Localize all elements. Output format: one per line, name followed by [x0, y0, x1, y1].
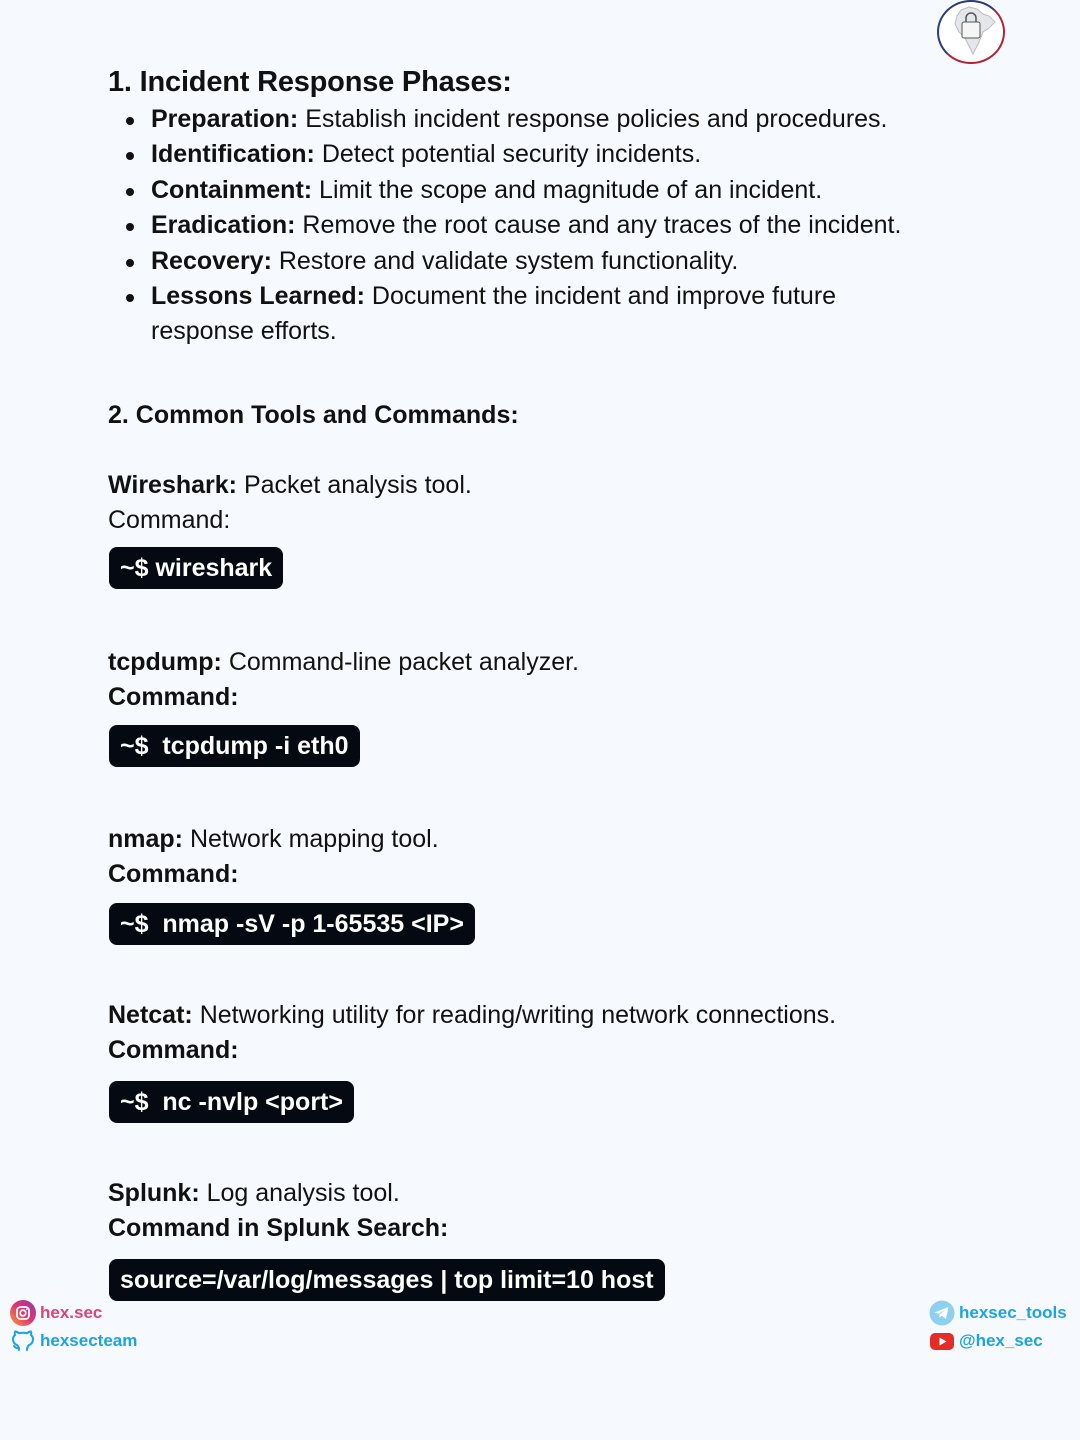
phase-term: Eradication: [151, 211, 296, 240]
tool-desc: Log analysis tool. [199, 1179, 400, 1207]
phase-term: Recovery: [151, 246, 272, 275]
social-youtube[interactable] [929, 1328, 1043, 1354]
content-area [108, 62, 1008, 350]
phase-desc: Limit the scope and magnitude of an incident. [312, 175, 823, 204]
phase-desc: Restore and validate system functionality. [271, 246, 739, 275]
phase-desc: Remove the root cause and any traces of the incident. [295, 211, 902, 240]
command-block-splunk: source=/var/log/messages | top limit=10 host [109, 1259, 665, 1301]
tool-netcat [108, 998, 836, 1069]
social-github[interactable] [10, 1328, 137, 1354]
social-instagram[interactable] [10, 1300, 102, 1326]
list-item [151, 137, 1008, 172]
youtube-handle: @hex_sec [959, 1331, 1043, 1350]
tool-name: nmap: [108, 825, 183, 853]
youtube-icon [929, 1328, 955, 1354]
phase-desc: Detect potential security incidents. [314, 140, 702, 169]
command-label: Command in Splunk Search: [108, 1214, 449, 1243]
instagram-icon [10, 1300, 36, 1326]
tool-name: Splunk: [108, 1179, 200, 1207]
command-label: Command: [108, 506, 231, 535]
tool-tcpdump [108, 645, 579, 716]
phase-desc: Establish incident response policies and procedures. [298, 105, 888, 133]
list-item [151, 102, 1008, 137]
command-label: Command: [108, 683, 239, 712]
tool-name: Netcat: [108, 1001, 193, 1029]
github-icon [10, 1328, 36, 1354]
command-block-netcat: ~$ nc -nvlp <port> [109, 1081, 354, 1123]
brand-logo [937, 0, 1005, 64]
phase-term: Containment: [151, 175, 313, 204]
tool-splunk [108, 1176, 448, 1247]
phase-term: Lessons Learned: [151, 282, 365, 311]
phase-term: Identification: [151, 140, 315, 169]
telegram-handle: hexsec_tools [959, 1303, 1067, 1322]
tool-wireshark [108, 468, 472, 539]
list-item [151, 279, 911, 350]
social-telegram[interactable] [929, 1300, 1067, 1326]
list-item [151, 173, 1008, 208]
tool-desc: Network mapping tool. [183, 825, 439, 853]
section-incident-response-title: 1. Incident Response Phases: [108, 66, 512, 98]
tool-desc: Networking utility for reading/writing network connections. [192, 1001, 837, 1029]
phase-term: Preparation: [151, 105, 299, 133]
tool-desc: Command-line packet analyzer. [221, 648, 579, 676]
instagram-handle: hex.sec [40, 1303, 103, 1322]
command-block-nmap: ~$ nmap -sV -p 1-65535 <IP> [109, 903, 475, 945]
tool-desc: Packet analysis tool. [237, 471, 472, 499]
command-label: Command: [108, 1036, 239, 1065]
tool-nmap [108, 822, 439, 893]
incident-phases-list [108, 102, 1008, 350]
github-handle: hexsecteam [40, 1331, 138, 1350]
list-item [151, 208, 1008, 243]
tool-name: tcpdump: [108, 648, 222, 676]
command-block-tcpdump: ~$ tcpdump -i eth0 [109, 725, 360, 767]
tool-name: Wireshark: [108, 471, 237, 499]
command-block-wireshark: ~$ wireshark [109, 547, 283, 589]
section-tools-title: 2. Common Tools and Commands: [108, 401, 519, 429]
list-item [151, 244, 1008, 279]
command-label: Command: [108, 860, 239, 889]
phase-desc: Document the incident and improve future response efforts. [151, 282, 837, 346]
telegram-icon [929, 1300, 955, 1326]
